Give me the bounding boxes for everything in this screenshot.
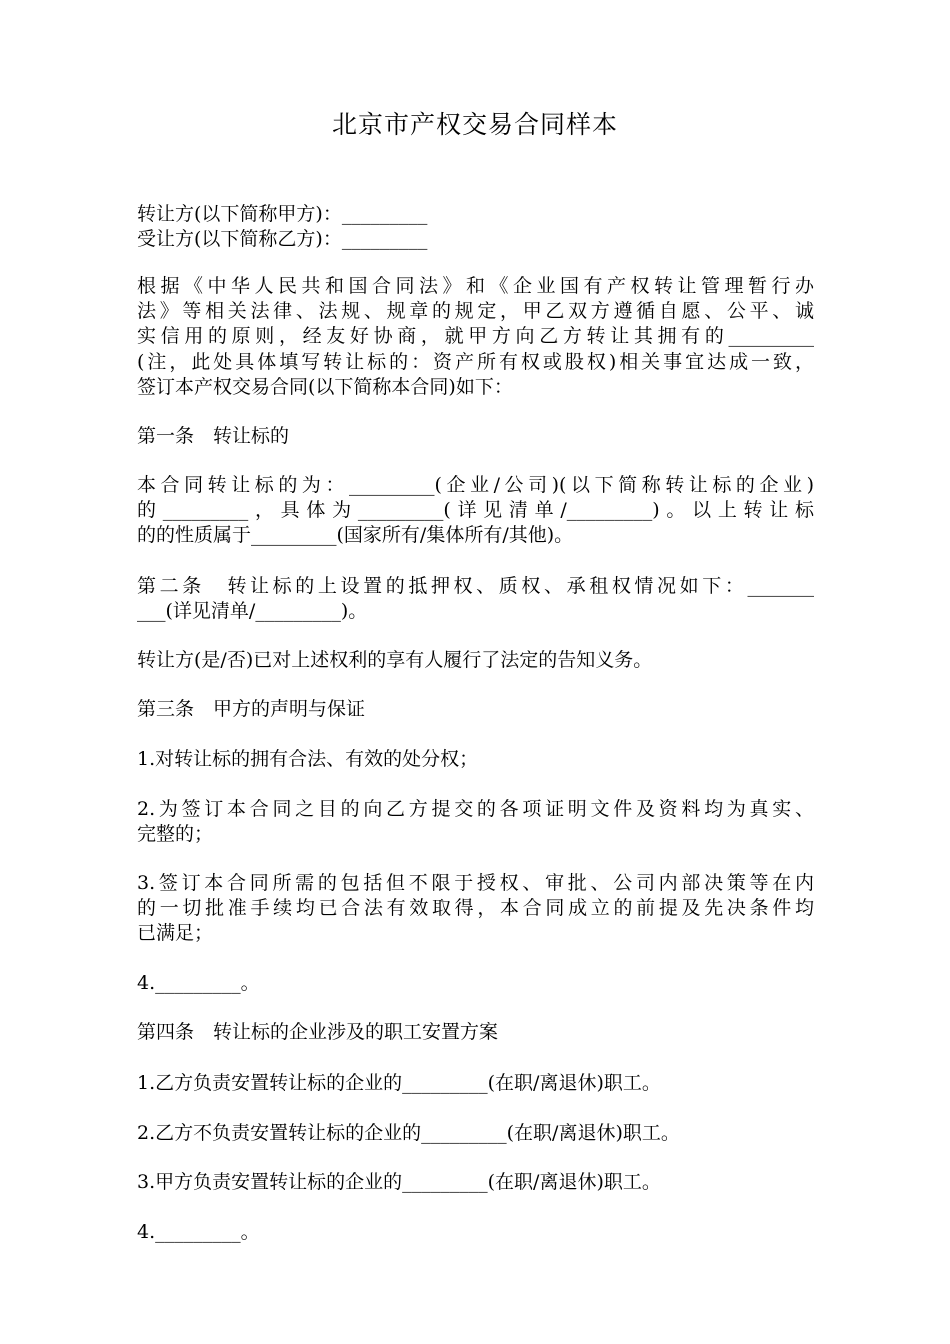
article3-item3: 3.签订本合同所需的包括但不限于授权、审批、公司内部决策等在内 <box>137 872 814 894</box>
document-title: 北京市产权交易合同样本 <box>331 110 618 139</box>
article3-item3: 已满足； <box>137 922 214 944</box>
article3-item4: 4._________。 <box>137 972 260 994</box>
article3-item1: 1.对转让标的拥有合法、有效的处分权； <box>137 748 479 770</box>
article4-heading: 第四条 转让标的企业涉及的职工安置方案 <box>137 1021 499 1043</box>
article4-item: 3.甲方负责安置转让标的企业的_________(在职/离退休)职工。 <box>137 1171 661 1193</box>
article2-notice: 转让方(是/否)已对上述权利的享有人履行了法定的告知义务。 <box>137 649 653 671</box>
preamble-line: (注，此处具体填写转让标的：资产所有权或股权)相关事宜达成一致， <box>137 351 814 373</box>
article3-heading: 第三条 甲方的声明与保证 <box>137 698 366 720</box>
article3-item3: 的一切批准手续均已合法有效取得，本合同成立的前提及先决条件均 <box>137 897 814 919</box>
article1-line: 的的性质属于_________(国家所有/集体所有/其他)。 <box>137 524 574 546</box>
preamble-line: 法》等相关法律、法规、规章的规定，甲乙双方遵循自愿、公平、诚 <box>137 300 814 322</box>
article4-item: 1.乙方负责安置转让标的企业的_________(在职/离退休)职工。 <box>137 1072 661 1094</box>
transferee-line: 受让方(以下简称乙方)：_________ <box>137 228 428 250</box>
article3-item2: 完整的； <box>137 823 214 845</box>
article4-item: 2.乙方不负责安置转让标的企业的_________(在职/离退休)职工。 <box>137 1122 680 1144</box>
preamble-line: 签订本产权交易合同(以下简称本合同)如下： <box>137 376 513 398</box>
article1-line: 的_________，具体为_________(详见清单/_________)。以上转让标 <box>137 499 814 521</box>
article4-item: 4._________。 <box>137 1221 260 1243</box>
preamble-line: 实信用的原则，经友好协商，就甲方向乙方转让其拥有的_________ <box>137 325 814 347</box>
article1-heading: 第一条 转让标的 <box>137 425 290 447</box>
article2-line: 第二条 转让标的上设置的抵押权、质权、承租权情况如下：_______ <box>137 575 814 597</box>
article1-line: 本合同转让标的为：_________(企业/公司)(以下简称转让标的企业) <box>137 474 814 496</box>
article2-line: ___(详见清单/_________)。 <box>137 600 368 622</box>
article3-item2: 2.为签订本合同之目的向乙方提交的各项证明文件及资料均为真实、 <box>137 798 814 820</box>
preamble-line: 根据《中华人民共和国合同法》和《企业国有产权转让管理暂行办 <box>137 275 814 297</box>
transferor-line: 转让方(以下简称甲方)：_________ <box>137 203 428 225</box>
